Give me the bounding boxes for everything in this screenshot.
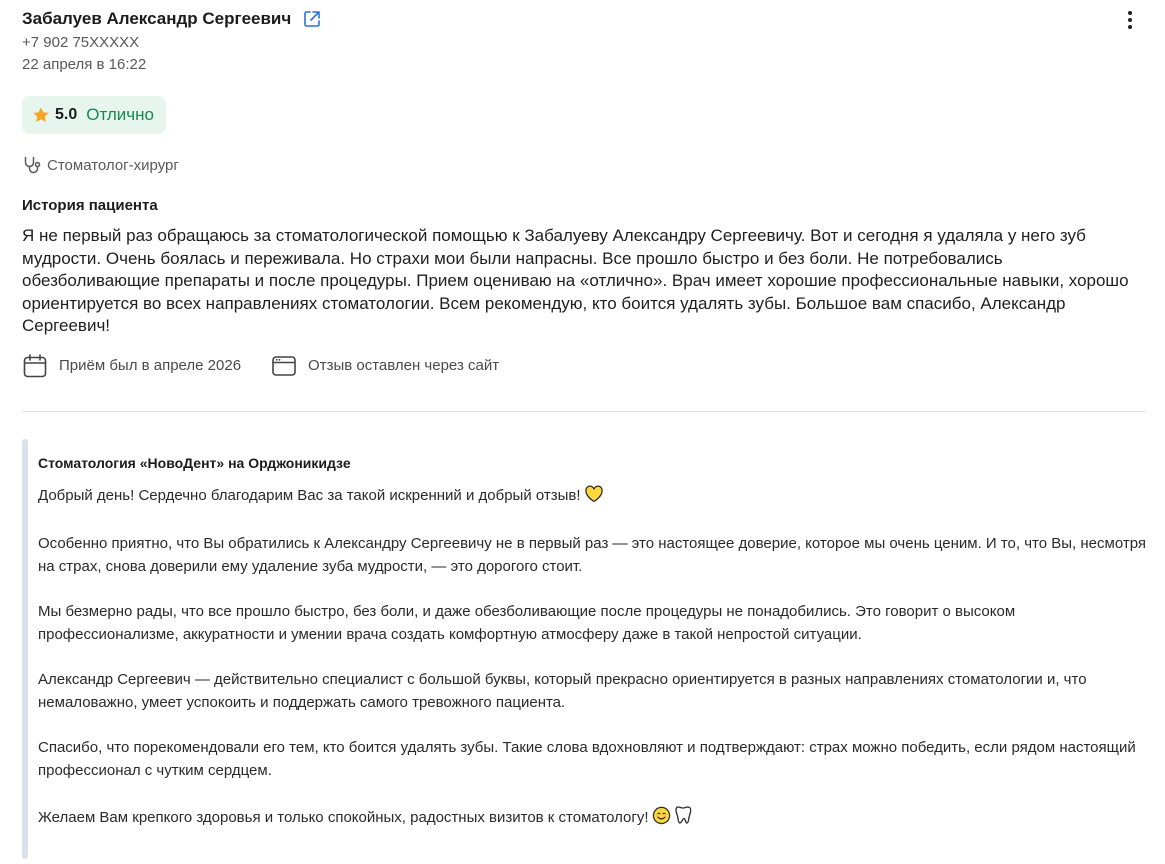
more-vertical-icon[interactable] xyxy=(1120,8,1140,34)
browser-window-icon xyxy=(271,353,297,379)
review-source-item xyxy=(271,353,499,379)
external-link-icon[interactable] xyxy=(302,9,322,29)
reply-paragraph: Желаем Вам крепкого здоровья и только спокойных, радостных визитов к стоматологу! xyxy=(38,805,1146,833)
history-title: История пациента xyxy=(22,197,158,214)
specialty-label: Стоматолог-хирург xyxy=(47,156,179,174)
rating-value: 5.0 xyxy=(55,106,78,123)
review-date: 22 апреля в 16:22 xyxy=(22,56,147,73)
review-card xyxy=(22,0,1146,833)
stethoscope-icon xyxy=(22,155,42,175)
visit-date-item xyxy=(22,353,241,379)
reply-paragraph: Особенно приятно, что Вы обратились к Александру Сергеевичу не в первый раз — это настоящее доверие, которое мы очень ценим. И то, что Вы, несмотря на страх, снова доверили ему удаление зуба мудрости, — это дорогого стоит. xyxy=(38,535,1147,575)
doctor-name-row xyxy=(22,6,1146,32)
smiling-face-emoji xyxy=(652,806,671,833)
doctor-specialty xyxy=(22,154,1146,176)
yellow-heart-emoji xyxy=(584,485,604,511)
tooth-emoji xyxy=(674,805,692,833)
calendar-icon xyxy=(22,353,48,379)
reply-paragraph: Мы безмерно рады, что все прошло быстро, без боли, и даже обезболивающие после процедуры не понадобились. Это говорит о высоком профессионализме, аккуратности и умении врача создать комфортную атмосферу даже в такой непростой ситуации. xyxy=(38,603,1016,643)
visit-date: Приём был в апреле 2026 xyxy=(59,357,242,374)
reply-paragraph: Спасибо, что порекомендовали его тем, кто боится удалять зубы. Такие слова вдохновляют и подтверждают: страх можно победить, если рядом настоящий профессионал с чутким сердцем. xyxy=(38,739,1136,779)
review-source: Отзыв оставлен через сайт xyxy=(308,357,500,374)
doctor-name[interactable]: Забалуев Александр Сергеевич xyxy=(22,9,292,28)
reply-paragraph: Добрый день! Сердечно благодарим Вас за такой искренний и добрый отзыв! xyxy=(38,485,1146,511)
clinic-reply xyxy=(22,439,1146,833)
history-text: Я не первый раз обращаюсь за стоматологической помощью к Забалуеву Александру Сергеевичу. Вот и сегодня я удаляла у него зуб мудрости. Очень боялась и переживала. Но страхи мои были напрасны. Все прошло быстро и без боли. Не потребовались обезболивающие препараты и после процедуры. Прием оцениваю на «отлично». Врач имеет хорошие профессиональные навыки, хорошо ориентируется во всех направлениях стоматологии. Всем рекомендую, кто боится удалять зубы. Большое вам спасибо, Александр Сергеевич! xyxy=(22,226,1129,335)
divider xyxy=(22,411,1146,412)
review-header xyxy=(22,0,1146,76)
rating-label: Отлично xyxy=(86,105,155,124)
reply-paragraph: Александр Сергеевич — действительно специалист с большой буквы, который прекрасно ориентируется в разных направлениях стоматологии и, что немаловажно, умеет успокоить и поддержать самого тревожного пациента. xyxy=(38,671,1087,711)
patient-phone: +7 902 75XXXXX xyxy=(22,34,140,51)
clinic-name: Стоматология «НовоДент» на Орджоникидзе xyxy=(38,454,351,471)
rating-badge xyxy=(22,96,166,134)
visit-meta xyxy=(22,352,1146,380)
star-icon xyxy=(32,106,50,124)
